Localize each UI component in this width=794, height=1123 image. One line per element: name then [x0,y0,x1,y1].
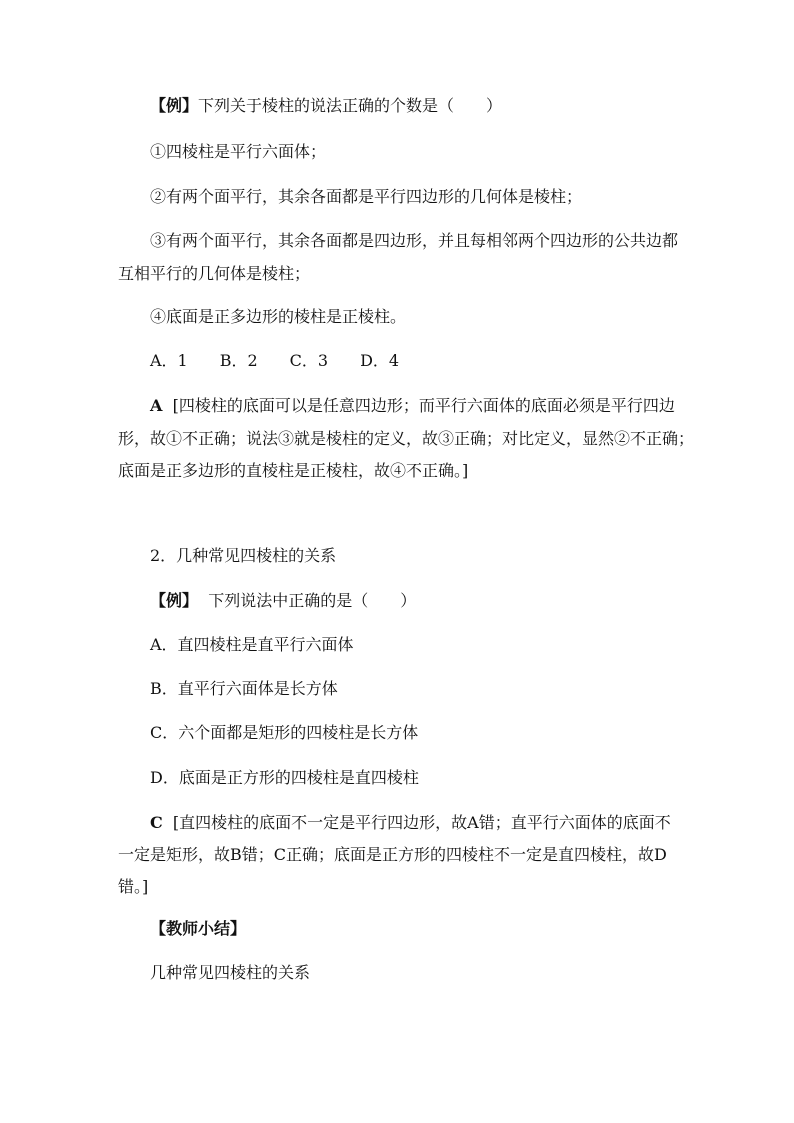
example1-answer-line-2: 形，故①不正确；说法③就是棱柱的定义，故③正确；对比定义，显然②不正确； [118,429,695,448]
example2-tag: 【例】 [150,591,199,610]
section2-heading: 2．几种常见四棱柱的关系 [150,546,337,565]
example2-answer-line-3: 错。] [118,877,149,896]
example1-options: A．1 B．2 C．3 D．4 [150,351,400,370]
example2-option-d: D．底面是正方形的四棱柱是直四棱柱 [150,768,419,787]
example1-statement-1: ①四棱柱是平行六面体； [150,142,327,161]
example1-statement-2: ②有两个面平行，其余各面都是平行四边形的几何体是棱柱； [150,187,583,206]
example2-question: 下列说法中正确的是（ ） [208,591,417,610]
example1-answer-line-3: 底面是正多边形的直棱柱是正棱柱，故④不正确。] [118,461,469,480]
example1-question: 下列关于棱柱的说法正确的个数是（ ） [198,96,503,115]
example1-statement-3a: ③有两个面平行，其余各面都是四边形，并且每相邻两个四边形的公共边都 [150,231,679,250]
example2-option-a: A．直四棱柱是直平行六面体 [150,635,354,654]
example1-question-line [150,96,502,116]
example2-option-c: C．六个面都是矩形的四棱柱是长方体 [150,723,419,742]
example2-answer-text-1: [直四棱柱的底面不一定是平行四边形，故A错；直平行六面体的底面不 [172,813,671,832]
example2-answer-line-2: 一定是矩形，故B错；C正确；底面是正方形的四棱柱不一定是直四棱柱，故D [118,845,667,864]
summary-tag: 【教师小结】 [150,919,247,938]
example1-statement-3b: 互相平行的几何体是棱柱； [118,264,311,283]
example2-answer-letter: C [150,813,163,832]
example1-answer-letter: A [150,396,163,415]
summary-text: 几种常见四棱柱的关系 [150,963,311,982]
example1-answer-line-1 [150,396,675,416]
example2-answer-line-1 [150,813,671,833]
example1-tag: 【例】 [150,96,199,115]
example1-answer-text-1: [四棱柱的底面可以是任意四边形；而平行六面体的底面必须是平行四边 [172,396,675,415]
example2-option-b: B．直平行六面体是长方体 [150,679,338,698]
example2-question-line [150,591,416,611]
example1-statement-4: ④底面是正多边形的棱柱是正棱柱。 [150,307,407,326]
